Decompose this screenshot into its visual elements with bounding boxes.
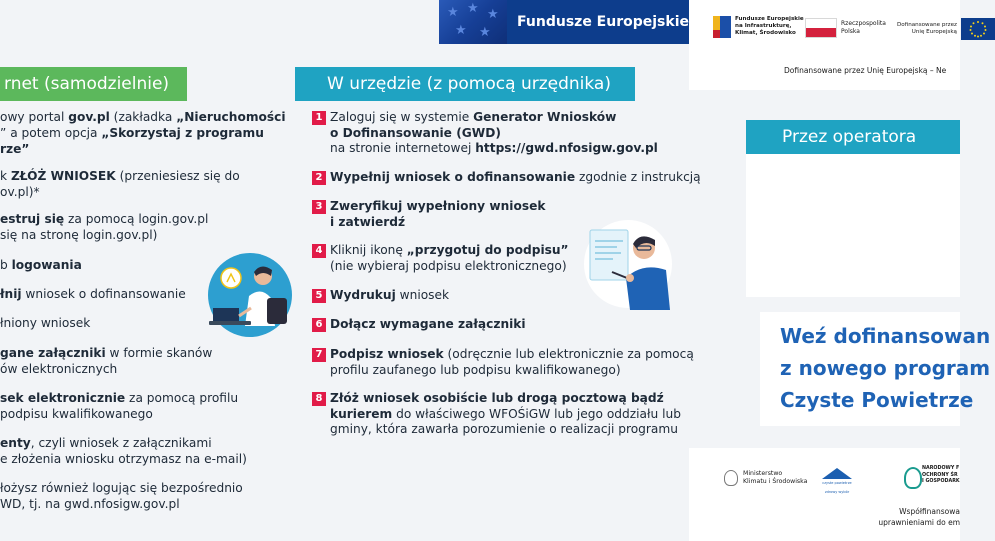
internet-line-text <box>0 212 208 228</box>
text-segment: łnij <box>0 287 22 301</box>
text-segment: k <box>0 169 11 183</box>
step-line <box>330 422 681 438</box>
text-segment: Złóż wniosek osobiście lub drogą pocztową bądź <box>330 391 664 405</box>
eu-flag-logo <box>895 18 995 40</box>
internet-section-header <box>0 67 187 101</box>
internet-line-text <box>0 407 153 423</box>
text-segment: Wypełnij wniosek o dofinansowanie <box>330 170 576 184</box>
eu-stars-graphic: ★ ★ ★ ★ ★ <box>439 0 507 44</box>
step-line <box>330 243 569 259</box>
internet-line-text <box>0 110 286 126</box>
step-line <box>330 407 681 423</box>
bottom-logos-strip <box>689 448 960 541</box>
step-text <box>330 199 545 230</box>
text-segment: w formie skanów <box>105 346 213 360</box>
text-segment: sek elektronicznie <box>0 391 126 405</box>
text-segment: Generator Wniosków <box>473 110 617 124</box>
step-number-badge: 6 <box>312 318 326 332</box>
signing-document-illustration <box>582 218 674 310</box>
text-segment: ov.pl)* <box>0 185 40 199</box>
internet-step-line <box>0 110 286 126</box>
text-segment: Zaloguj się w systemie <box>330 110 474 124</box>
internet-step-line <box>0 362 117 378</box>
text-segment: o Dofinansowanie (GWD) <box>330 125 501 140</box>
nfosigw-logo-text <box>922 466 960 486</box>
text-segment: gane załączniki <box>0 346 106 360</box>
step-number-badge: 1 <box>312 111 326 125</box>
internet-line-text <box>0 346 212 362</box>
text-segment: Wydrukuj <box>330 288 396 302</box>
text-segment: za pomocą login.gov.pl <box>64 212 209 226</box>
promo-text <box>780 320 990 416</box>
clean-air-program-logo <box>822 468 852 494</box>
step-line <box>330 363 694 379</box>
step-line <box>330 347 694 363</box>
internet-step-line <box>0 169 240 185</box>
polish-flag-text: Rzeczpospolita Polska <box>841 20 886 35</box>
internet-line-text <box>0 142 29 158</box>
internet-step-line <box>0 185 40 201</box>
step-number-badge: 4 <box>312 244 326 258</box>
promo-card <box>760 312 991 426</box>
text-segment: owy portal <box>0 110 69 124</box>
step-text <box>330 391 681 438</box>
nfosigw-tree-icon <box>903 466 919 486</box>
internet-step-line <box>0 212 208 228</box>
text-segment: wniosek o dofinansowanie <box>21 287 186 301</box>
text-segment: i zatwierdź <box>330 214 406 229</box>
text-segment: „Nieruchomości <box>176 110 286 124</box>
polish-flag-logo <box>805 18 885 38</box>
step-number-badge: 3 <box>312 200 326 214</box>
eu-flag-icon <box>961 18 995 40</box>
text-segment: gminy, która zawarła porozumienie o realizacji programu <box>330 422 678 436</box>
cofinancing-line-2: uprawnieniami do em <box>878 518 960 527</box>
text-segment: łniony wniosek <box>0 316 91 330</box>
internet-line-text <box>0 169 240 185</box>
text-segment: estruj się <box>0 212 65 226</box>
text-segment: Dołącz wymagane załączniki <box>330 317 526 331</box>
text-segment: ” a potem opcja <box>0 126 102 140</box>
internet-line-text <box>0 185 40 201</box>
fe-logo-text: Fundusze Europejskie na Infrastrukturę, Klimat, Środowisko <box>735 16 804 36</box>
internet-step-line <box>0 346 212 362</box>
promo-line-3: Czyste Powietrze <box>780 388 974 412</box>
office-header-label: W urzędzie (z pomocą urzędnika) <box>327 74 611 94</box>
step-text <box>330 110 658 157</box>
internet-header-label: rnet (samodzielnie) <box>4 74 170 94</box>
text-segment: Zweryfikuj wypełniony wniosek <box>330 199 546 213</box>
internet-line-text <box>0 481 243 497</box>
internet-step-line <box>0 228 157 244</box>
eu-flag-text: Dofinansowane przez Unię Europejską <box>896 22 957 35</box>
internet-step-line <box>0 287 186 303</box>
step-line <box>330 110 658 126</box>
text-segment: do właściwego WFOŚiGW lub jego oddziału lub <box>392 406 681 421</box>
text-segment: łożysz również logując się bezpośrednio <box>0 481 243 495</box>
text-segment: https://gwd.nfosigw.gov.pl <box>475 141 658 155</box>
internet-line-text <box>0 497 180 513</box>
text-segment: się na stronę login.gov.pl) <box>0 228 158 242</box>
step-text <box>330 288 449 304</box>
text-segment: b <box>0 258 12 272</box>
nfosigw-line-1: NARODOWY F <box>922 466 960 472</box>
internet-step-line <box>0 436 212 452</box>
text-segment: „Skorzystaj z programu <box>101 126 264 140</box>
top-logos-strip <box>689 0 960 90</box>
text-segment: (nie wybieraj podpisu elektronicznego) <box>330 258 567 273</box>
text-segment: wniosek <box>395 288 450 302</box>
ministry-line-1: Ministerstwo <box>743 470 783 477</box>
internet-line-text <box>0 362 117 378</box>
internet-line-text <box>0 391 238 407</box>
text-segment: profilu zaufanego lub podpisu kwalifikowanego) <box>330 362 621 377</box>
step-number-badge: 7 <box>312 348 326 362</box>
step-text <box>330 317 526 333</box>
house-roof-icon <box>822 468 852 479</box>
nfosigw-line-3: I GOSPODARK <box>922 479 960 485</box>
internet-step-line <box>0 316 90 332</box>
internet-line-text <box>0 126 264 142</box>
step-number-badge: 2 <box>312 171 326 185</box>
cofinancing-caption <box>874 506 960 528</box>
eu-funds-banner <box>439 0 689 44</box>
internet-step-line <box>0 126 264 142</box>
text-segment: Kliknij ikonę <box>330 243 407 257</box>
eu-funding-caption: Dofinansowane przez Unię Europejską – Ne <box>784 66 947 75</box>
step-line <box>330 288 449 304</box>
text-segment: , czyli wniosek z załącznikami <box>30 436 212 450</box>
step-number-badge: 8 <box>312 392 326 406</box>
step-line <box>330 126 658 142</box>
internet-step-line <box>0 391 238 407</box>
text-segment: „przygotuj do podpisu” <box>406 243 569 257</box>
text-segment: Podpisz wniosek <box>330 347 444 361</box>
fe-logo <box>713 16 807 38</box>
step-number-badge: 5 <box>312 289 326 303</box>
internet-line-text <box>0 258 82 274</box>
text-segment: ów elektronicznych <box>0 362 118 376</box>
text-segment: ZŁÓŻ WNIOSEK <box>10 169 116 183</box>
office-section-header <box>295 67 635 101</box>
internet-line-text <box>0 287 186 303</box>
polish-flag-icon <box>805 18 837 38</box>
internet-line-text <box>0 452 247 468</box>
nfosigw-line-2: OCHRONY ŚR <box>922 472 958 478</box>
text-segment: za pomocą profilu <box>125 391 239 405</box>
text-segment: WD, tj. na gwd.nfosigw.gov.pl <box>0 497 180 511</box>
ministry-logo <box>721 468 807 488</box>
internet-line-text <box>0 316 90 332</box>
text-segment: (przeniesiesz się do <box>115 169 240 183</box>
person-at-laptop-illustration <box>205 250 297 340</box>
text-segment: podpisu kwalifikowanego <box>0 407 153 421</box>
text-segment: zgodnie z instrukcją <box>575 170 701 184</box>
step-line <box>330 215 545 231</box>
step-text <box>330 243 569 274</box>
text-segment: rze” <box>0 142 30 156</box>
step-line <box>330 170 701 186</box>
text-segment: na stronie internetowej <box>330 141 476 155</box>
eagle-emblem-icon <box>721 468 739 488</box>
internet-step-line <box>0 497 180 513</box>
internet-line-text <box>0 436 212 452</box>
step-line <box>330 199 545 215</box>
program-logo-text: czyste powietrze zdrowy wybór <box>822 481 852 494</box>
operator-section-header <box>746 120 960 154</box>
text-segment: gov.pl <box>68 110 110 124</box>
ministry-line-2: Klimatu i Środowiska <box>743 478 808 485</box>
internet-step-line <box>0 407 153 423</box>
text-segment: (zakładka <box>109 110 177 124</box>
text-segment: enty <box>0 436 31 450</box>
internet-line-text <box>0 228 157 244</box>
text-segment: kurierem <box>330 406 393 421</box>
internet-step-line <box>0 481 243 497</box>
step-text <box>330 170 701 186</box>
step-text <box>330 347 694 378</box>
internet-step-line <box>0 142 29 158</box>
internet-step-line <box>0 258 82 274</box>
ministry-logo-text <box>743 470 807 486</box>
promo-line-2: z nowego program <box>780 356 991 380</box>
fe-logo-icon <box>713 16 731 38</box>
cofinancing-line-1: Współfinansowa <box>899 507 960 516</box>
operator-panel <box>746 154 960 297</box>
internet-step-line <box>0 452 247 468</box>
text-segment: logowania <box>11 258 82 272</box>
promo-line-1: Weź dofinansowan <box>780 324 991 348</box>
eu-banner-title: Fundusze Europejskie <box>517 14 689 30</box>
text-segment: e złożenia wniosku otrzymasz na e-mail) <box>0 452 247 466</box>
text-segment: (odręcznie lub elektronicznie za pomocą <box>443 347 694 361</box>
step-line <box>330 259 569 275</box>
step-line <box>330 141 658 157</box>
step-line <box>330 391 681 407</box>
operator-header-label: Przez operatora <box>782 127 917 147</box>
nfosigw-logo <box>903 466 960 486</box>
step-line <box>330 317 526 333</box>
